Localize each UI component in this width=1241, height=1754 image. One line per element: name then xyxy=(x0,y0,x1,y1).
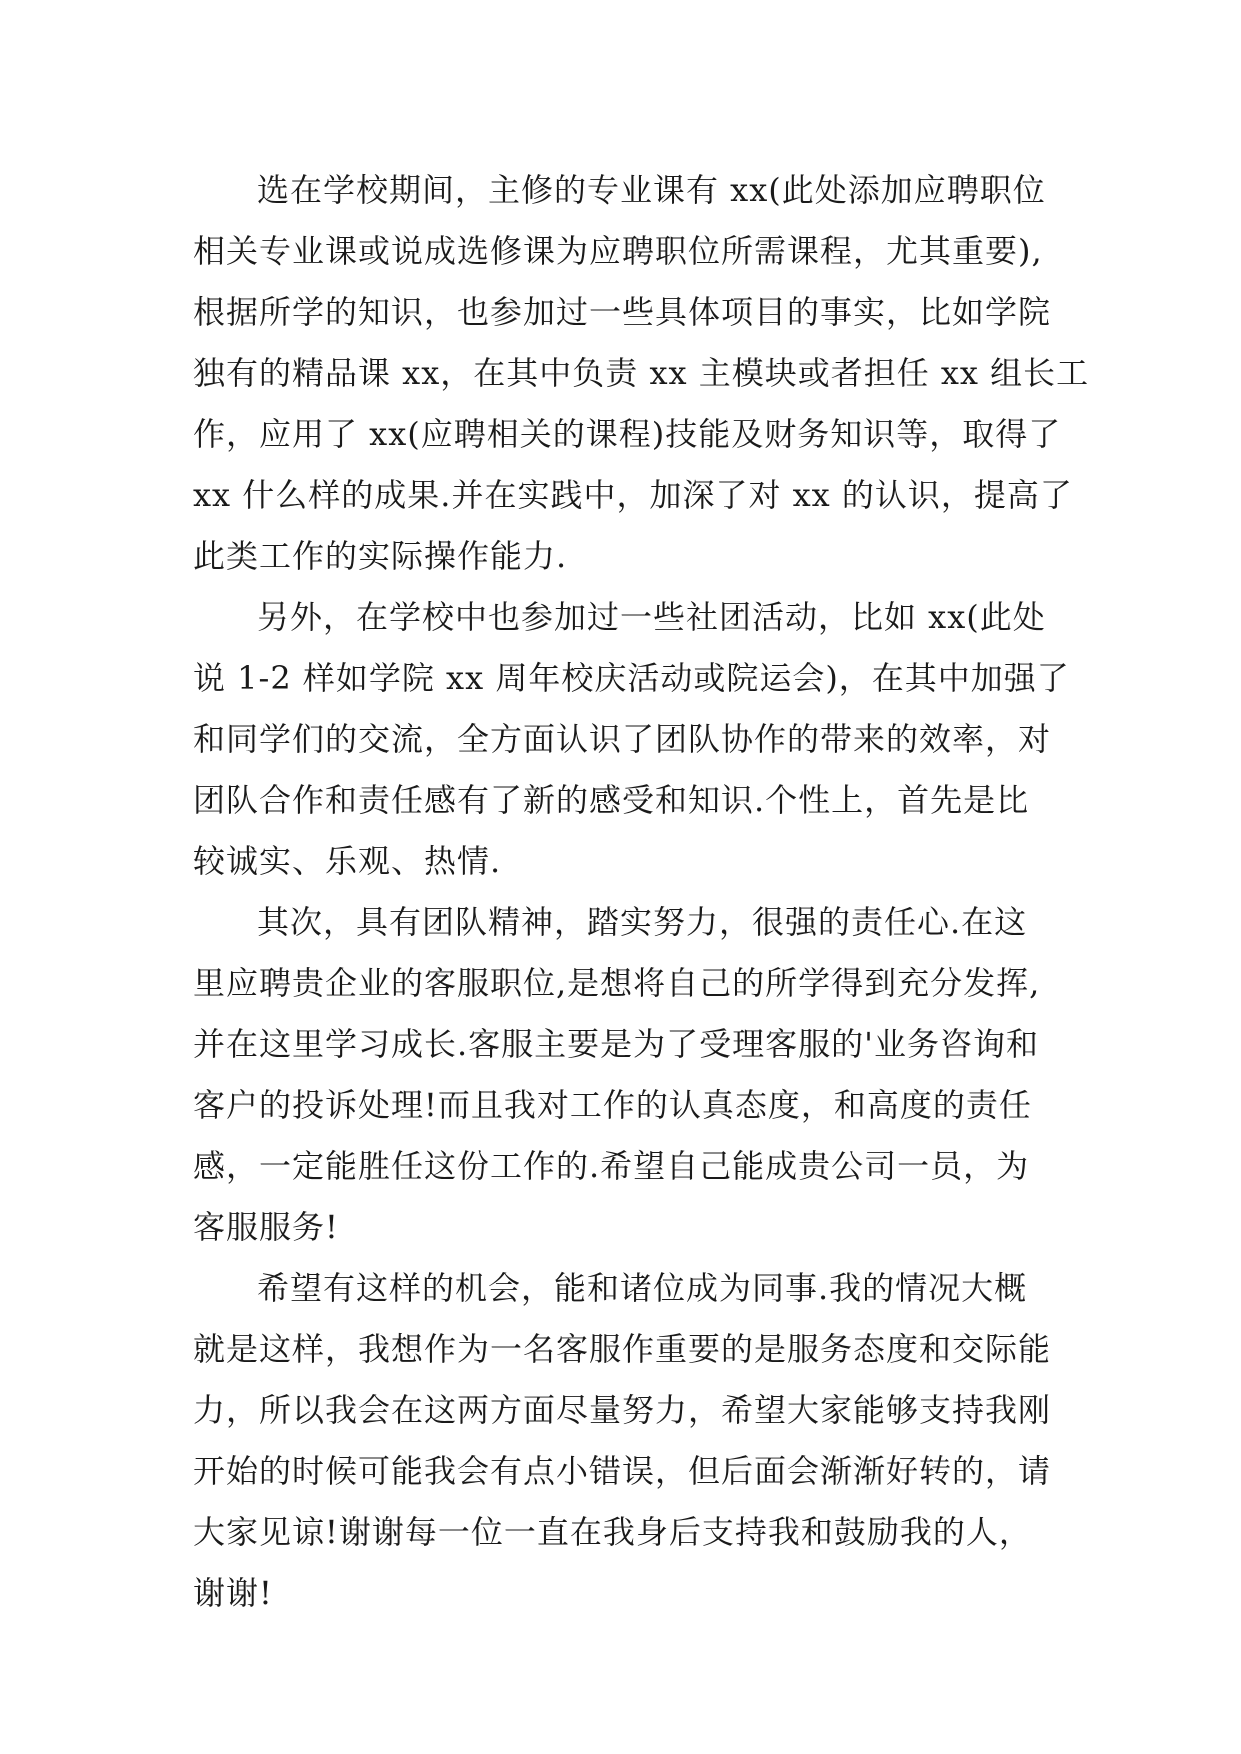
text-line: 其次，具有团队精神，踏实努力，很强的责任心.在这 xyxy=(257,903,1028,941)
text-line: 说 1-2 样如学院 xx 周年校庆活动或院运会)，在其中加强了 xyxy=(193,659,1070,697)
text-line: 根据所学的知识，也参加过一些具体项目的事实，比如学院 xyxy=(193,293,1052,331)
text-line: 大家见谅!谢谢每一位一直在我身后支持我和鼓励我的人， xyxy=(193,1513,1032,1551)
text-line: 希望有这样的机会，能和诸位成为同事.我的情况大概 xyxy=(257,1269,1028,1307)
paragraph-4 xyxy=(193,1258,1053,1624)
text-line: 另外，在学校中也参加过一些社团活动，比如 xx(此处 xyxy=(257,598,1046,636)
text-line: 团队合作和责任感有了新的感受和知识.个性上，首先是比 xyxy=(193,781,1030,819)
text-line: 作，应用了 xx(应聘相关的课程)技能及财务知识等，取得了 xyxy=(193,415,1062,453)
text-line: 此类工作的实际操作能力. xyxy=(193,537,568,575)
text-line: 独有的精品课 xx，在其中负责 xx 主模块或者担任 xx 组长工 xyxy=(193,354,1090,392)
text-line: 开始的时候可能我会有点小错误，但后面会渐渐好转的，请 xyxy=(193,1452,1052,1490)
paragraph-2 xyxy=(193,587,1070,892)
text-line: 选在学校期间，主修的专业课有 xx(此处添加应聘职位 xyxy=(257,171,1046,209)
text-line: 和同学们的交流，全方面认识了团队协作的带来的效率，对 xyxy=(193,720,1052,758)
text-line: 并在这里学习成长.客服主要是为了受理客服的'业务咨询和 xyxy=(193,1025,1039,1063)
text-line: 力，所以我会在这两方面尽量努力，希望大家能够支持我刚 xyxy=(193,1391,1052,1429)
text-line: 感，一定能胜任这份工作的.希望自己能成贵公司一员，为 xyxy=(193,1147,1030,1185)
text-line: xx 什么样的成果.并在实践中，加深了对 xx 的认识，提高了 xyxy=(193,476,1073,514)
text-line: 相关专业课或说成选修课为应聘职位所需课程，尤其重要), xyxy=(193,232,1043,270)
text-line: 较诚实、乐观、热情. xyxy=(193,842,502,880)
text-line: 里应聘贵企业的客服职位,是想将自己的所学得到充分发挥, xyxy=(193,964,1041,1002)
paragraph-3 xyxy=(193,892,1053,1258)
text-line: 客服服务! xyxy=(193,1208,339,1246)
paragraph-1 xyxy=(193,160,1090,587)
text-line: 客户的投诉处理!而且我对工作的认真态度，和高度的责任 xyxy=(193,1086,1032,1124)
text-line: 就是这样，我想作为一名客服作重要的是服务态度和交际能 xyxy=(193,1330,1052,1368)
text-line: 谢谢! xyxy=(193,1574,273,1612)
document-body xyxy=(193,160,1090,1624)
